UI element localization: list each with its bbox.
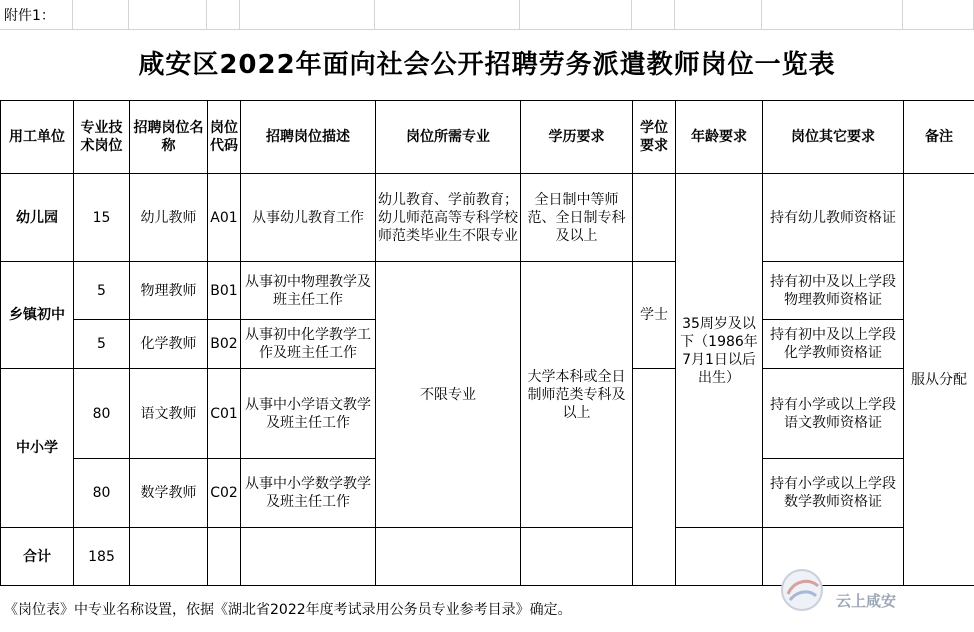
header-unit: 用工单位: [1, 101, 74, 174]
page-title: 咸安区2022年面向社会公开招聘劳务派遣教师岗位一览表: [138, 50, 836, 80]
code-cell: A01: [208, 174, 241, 262]
position-cell: 幼儿教师: [130, 174, 208, 262]
grid-cell: [675, 0, 762, 30]
posts-cell: 5: [74, 320, 130, 369]
code-cell: B02: [208, 320, 241, 369]
grid-cell: [207, 0, 240, 30]
desc-cell: 从事初中物理教学及班主任工作: [241, 262, 376, 320]
posts-cell: 80: [74, 369, 130, 459]
annex-label: 附件1：: [4, 8, 55, 24]
edu-cell: 全日制中等师范、全日制专科及以上: [521, 174, 633, 262]
code-cell: C01: [208, 369, 241, 459]
remark-cell: 服从分配: [904, 174, 974, 586]
code-cell: C02: [208, 459, 241, 528]
total-posts: 185: [74, 528, 130, 586]
grid-cell: [240, 0, 375, 30]
spreadsheet-grid: [0, 0, 974, 30]
header-degree: 学位要求: [633, 101, 676, 174]
header-edu: 学历要求: [521, 101, 633, 174]
unit-cell: 中小学: [1, 369, 74, 528]
grid-cell: [632, 0, 675, 30]
desc-cell: 从事初中化学教学工作及班主任工作: [241, 320, 376, 369]
major-cell: 不限专业: [376, 262, 521, 528]
posts-cell: 80: [74, 459, 130, 528]
grid-cell: [73, 0, 129, 30]
degree-cell-empty: [633, 369, 676, 586]
code-cell: B01: [208, 262, 241, 320]
header-remark: 备注: [904, 101, 974, 174]
footnote: 《岗位表》中专业名称设置，依据《湖北省2022年度考试录用公务员专业参考目录》确定。: [4, 602, 572, 618]
other-cell: 持有初中及以上学段化学教师资格证: [763, 320, 904, 369]
table-row: [1, 262, 974, 320]
header-posts: 专业技术岗位: [74, 101, 130, 174]
empty-cell: [521, 528, 633, 586]
empty-cell: [376, 528, 521, 586]
position-cell: 语文教师: [130, 369, 208, 459]
positions-table: [0, 100, 974, 586]
other-cell: 持有小学或以上学段数学教师资格证: [763, 459, 904, 528]
desc-cell: 从事幼儿教育工作: [241, 174, 376, 262]
header-other: 岗位其它要求: [763, 101, 904, 174]
empty-cell: [676, 528, 763, 586]
header-major: 岗位所需专业: [376, 101, 521, 174]
table-row: [1, 174, 974, 262]
header-code: 岗位代码: [208, 101, 241, 174]
grid-cell: [129, 0, 207, 30]
position-cell: 数学教师: [130, 459, 208, 528]
unit-cell: 乡镇初中: [1, 262, 74, 369]
header-age: 年龄要求: [676, 101, 763, 174]
degree-cell: 学士: [633, 262, 676, 369]
desc-cell: 从事中小学数学教学及班主任工作: [241, 459, 376, 528]
other-cell: 持有小学或以上学段语文教师资格证: [763, 369, 904, 459]
age-cell: 35周岁及以下（1986年7月1日以后出生）: [676, 174, 763, 528]
empty-cell: [130, 528, 208, 586]
grid-cell: [762, 0, 903, 30]
empty-cell: [208, 528, 241, 586]
desc-cell: 从事中小学语文教学及班主任工作: [241, 369, 376, 459]
degree-cell-empty: [633, 174, 676, 262]
posts-cell: 5: [74, 262, 130, 320]
watermark-text: 云上咸安: [836, 592, 897, 610]
unit-cell: 幼儿园: [1, 174, 74, 262]
grid-cell: [375, 0, 520, 30]
posts-cell: 15: [74, 174, 130, 262]
total-label: 合计: [1, 528, 74, 586]
grid-cell: [903, 0, 974, 30]
other-cell: 持有幼儿教师资格证: [763, 174, 904, 262]
other-cell: 持有初中及以上学段物理教师资格证: [763, 262, 904, 320]
grid-cell: [520, 0, 632, 30]
edu-cell: 大学本科或全日制师范类专科及以上: [521, 262, 633, 528]
position-cell: 物理教师: [130, 262, 208, 320]
header-position: 招聘岗位名称: [130, 101, 208, 174]
major-cell: 幼儿教育、学前教育；幼儿师范高等专科学校师范类毕业生不限专业: [376, 174, 521, 262]
empty-cell: [241, 528, 376, 586]
header-desc: 招聘岗位描述: [241, 101, 376, 174]
position-cell: 化学教师: [130, 320, 208, 369]
header-row: [1, 101, 974, 174]
